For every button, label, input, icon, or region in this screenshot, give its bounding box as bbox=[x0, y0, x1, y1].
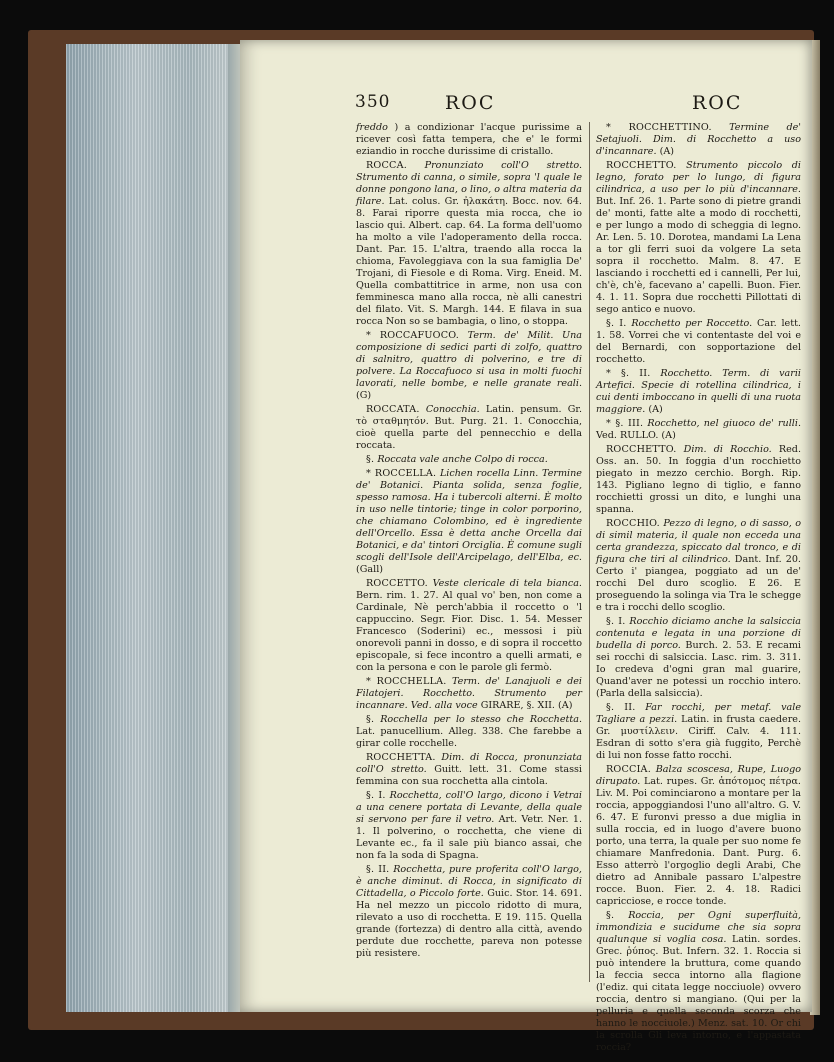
entry-definition: Pronunziato coll'O stretto. Strumento di canna, o simile, sopra 'l quale le donne pongono lana, o lino, o altra materia da filare. bbox=[356, 160, 582, 207]
entry-headword: §. bbox=[366, 714, 375, 725]
running-head-right: ROC bbox=[692, 92, 743, 114]
entry-headword: ROCCA. bbox=[366, 160, 407, 171]
dictionary-entry bbox=[596, 368, 801, 416]
entry-text: (A) bbox=[659, 146, 674, 157]
entry-text: Guitt. lett. 31. Come stassi femmina con sua rocchetta alla cintola. bbox=[356, 764, 583, 787]
entry-headword: §. II. bbox=[366, 864, 390, 875]
dictionary-entry bbox=[356, 330, 582, 402]
entry-definition: Rocchella per lo stesso che Rocchetta. bbox=[380, 714, 582, 725]
entry-definition: Rocchetto per Roccetto. bbox=[631, 318, 753, 329]
dictionary-entry bbox=[596, 616, 801, 700]
entry-text: Bern. rim. 1. 27. Al qual vo' ben, non come a Cardinale, Nè perch'abbia il roccetto o 'l cappuccino. Segr. Fior. Disc. 1. 54. Messer Francesco (Soderini) ec., messosi i più onorevoli panni in dosso, e di sopra il roccetto episcopale, si fece incontro a quelli armati, e con la persona e con le parole gli fermò. bbox=[356, 590, 582, 673]
entry-definition: Lichen rocella Linn. Termine de' Botanici. Pianta solida, senza foglie, spesso ramosa. Ha i tubercoli alterni. È molto in uso nelle tintorie; tinge in color porporino, che chiamano Colombino, ed è ingrediente dell'Orcello. Essa è detta anche Orcella dai Botanici, e da' tintori Orciglia. È comune sugli scogli dell'Isole dell'Arcipelago, dell'Elba, ec. bbox=[356, 468, 582, 563]
dictionary-entry bbox=[356, 790, 582, 862]
entry-headword: * ROCCAFUOCO. bbox=[366, 330, 460, 341]
entry-definition: Conocchia. bbox=[425, 404, 480, 415]
dictionary-entry bbox=[596, 910, 801, 1054]
dictionary-entry bbox=[356, 404, 582, 452]
entry-headword: ROCCETTO. bbox=[366, 578, 428, 589]
entry-headword: §. II. bbox=[606, 702, 636, 713]
entry-definition: Roccata vale anche Colpo di rocca. bbox=[377, 454, 548, 465]
entry-text: Burch. 2. 53. E recami sei rocchi di salsiccia. Lasc. rim. 3. 311. Io credeva d'ogni gran mal guarire, Quand'aver ne potessi un rocchio intero. (Parla della salsiccia). bbox=[596, 640, 801, 699]
entry-text: (Gall) bbox=[356, 564, 384, 575]
page-number: 350 bbox=[355, 92, 391, 112]
entry-headword: * §. III. bbox=[606, 418, 644, 429]
entry-text: But. Inf. 26. 1. Parte sono di pietre grandi de' monti, fatte alte a modo di rocchetti, e per lungo a modo di scheggia di legno. Ar. Len. 5. 10. Dorotea, mandami La Lena a tor gli ferri suoi da volgere La seta sopra il rocchetto. Malm. 8. 47. E lasciando i rocchetti ed i cannelli, Per lui, ch'è, ch'è, facevano a' capelli. Buon. Fier. 4. 1. 11. Sopra due rocchetti Pillottati di sego antico e nuovo. bbox=[596, 196, 801, 315]
dictionary-entry bbox=[356, 468, 582, 576]
entry-definition: Balza scoscesa, Rupe, Luogo dirupato. bbox=[596, 764, 801, 787]
entry-text: Red. Oss. an. 50. In foggia d'un rocchietto piegato in mezzo cerchio. Borgh. Rip. 143. Pigliano legno di tiglio, e fanno rocchietti grossi un dito, e lunghi una spanna. bbox=[596, 444, 801, 515]
left-column bbox=[356, 122, 582, 1002]
page-stack-edge bbox=[66, 44, 242, 1012]
entry-definition: Dim. di Rocchio. bbox=[683, 444, 772, 455]
entry-definition: Rocchetta, coll'O largo, dicono i Vetrai a una cenere portata di Levante, della quale si servono per fare il vetro. bbox=[356, 790, 582, 825]
entry-definition: Rocchio diciamo anche la salsiccia contenuta e legata in una porzione di budella di porco. bbox=[596, 616, 801, 651]
entry-headword: * §. II. bbox=[606, 368, 651, 379]
dictionary-entry bbox=[356, 122, 582, 158]
dictionary-entry bbox=[596, 444, 801, 516]
entry-text: Dant. Inf. 20. Certo i' piangea, poggiato ad un de' rocchi Del duro scoglio. E 26. E proseguendo la solinga via Tra le schegge e tra i rocchi dello scoglio. bbox=[596, 554, 801, 613]
dictionary-entry bbox=[356, 714, 582, 750]
entry-text: (G) bbox=[356, 390, 372, 401]
entry-text: Guic. Stor. 14. 691. Ha nel mezzo un piccolo ridotto di mura, rilevato a uso di rocchetta. E 19. 115. Quella grande (fortezza) di dentro alla città, avendo perdute due rocchette, pareva non potesse più resistere. bbox=[356, 888, 583, 959]
dictionary-entry bbox=[596, 418, 801, 442]
entry-headword: §. I. bbox=[606, 616, 626, 627]
entry-headword: * ROCCHETTINO. bbox=[606, 122, 712, 133]
entry-headword: §. bbox=[366, 454, 375, 465]
entry-headword: ROCCHIO. bbox=[606, 518, 660, 529]
dictionary-entry bbox=[596, 318, 801, 366]
entry-text: (A) bbox=[648, 404, 663, 415]
entry-headword: ROCCHETTA. bbox=[366, 752, 436, 763]
dictionary-entry bbox=[356, 454, 582, 466]
running-head-left: ROC bbox=[445, 92, 496, 114]
dictionary-entry bbox=[596, 160, 801, 316]
entry-text: Lat. panucellium. Alleg. 338. Che farebbe a girar colle rocchelle. bbox=[356, 726, 582, 749]
entry-definition: Rocchetto. Term. di varii Artefici. Specie di rotellina cilindrica, i cui denti imboccano in quelli di una ruota maggiore. bbox=[596, 368, 801, 415]
entry-headword: ROCCHETTO. bbox=[606, 444, 677, 455]
entry-headword: §. I. bbox=[606, 318, 627, 329]
column-divider bbox=[589, 122, 590, 982]
dictionary-entry bbox=[596, 702, 801, 762]
entry-definition: Rocchetta, pure proferita coll'O largo, è anche diminut. di Rocca, in significato di Cittadella, o Piccolo forte. bbox=[356, 864, 582, 899]
entry-definition: Rocchetto, nel giuoco de' rulli. bbox=[647, 418, 801, 429]
entry-text: Ved. RULLO. (A) bbox=[596, 430, 676, 441]
entry-text: Art. Vetr. Ner. 1. 1. Il polverino, o rocchetta, che viene di Levante ec., fa il sale più bianco assai, che non fa la soda di Spagna. bbox=[356, 814, 582, 861]
entry-text: Latin. pensum. Gr. τὸ σταθμητόν. But. Purg. 21. 1. Conocchia, cioè quella parte del pennecchio e della roccata. bbox=[356, 404, 582, 451]
entry-definition: Term. de' Lanajuoli e dei Filatojeri. Rocchetto. Strumento per incannare. Ved. alla voce bbox=[356, 676, 582, 711]
entry-headword: * ROCCELLA. bbox=[366, 468, 437, 479]
entry-text: Car. lett. 1. 58. Vorrei che vi contentaste del voi e del Bernardi, con sopportazione del rocchetto. bbox=[596, 318, 801, 365]
dictionary-page bbox=[240, 40, 812, 1053]
dictionary-entry bbox=[356, 160, 582, 328]
entry-headword: ROCCIA. bbox=[606, 764, 651, 775]
dictionary-entry bbox=[356, 578, 582, 674]
entry-text: ) a condizionar l'acque purissime a ricever così fatta tempera, che e' le formi eziandio in rocche durissime di cristallo. bbox=[356, 122, 582, 157]
right-column bbox=[596, 122, 802, 1053]
dictionary-entry bbox=[596, 518, 801, 614]
entry-text: Latin. sordes. Grec. ῥύπος. But. Infern. 32. 1. Roccia si può intendere la bruttura, come quando la feccia secca intorno alla flagione (l'ediz. qui citata legge nocciuole) ovvero roccia, dentro si mangiano. (Qui per la pelluria e quella seconda scorza che hanno le nocciuole.) Menz. sat. 10. Or chi la scrolla Gli leva intorno, e l'appastata roccia? bbox=[596, 934, 802, 1053]
entry-definition: Strumento piccolo di legno, forato per lo lungo, di figura cilindrica, a uso per lo più d'incannare. bbox=[596, 160, 801, 195]
entry-definition: freddo bbox=[356, 122, 388, 133]
entry-text: Latin. in frusta caedere. Gr. μυστίλλειν. Ciriff. Calv. 4. 111. Esdran di sotto s'era già fuggito, Perchè di lui non fosse fatto rocchi. bbox=[596, 714, 802, 761]
entry-definition: Pezzo di legno, o di sasso, o di simil materia, il quale non ecceda una certa grandezza, spiccato dal tronco, e di figura che tiri al cilindrico. bbox=[596, 518, 801, 565]
dictionary-entry bbox=[596, 764, 801, 908]
entry-definition: Dim. di Rocca, pronunziata coll'O stretto. bbox=[356, 752, 582, 775]
entry-definition: Termine de' Setajuoli. Dim. di Rocchetto a uso d'incannare. bbox=[596, 122, 801, 157]
entry-text: Lat. rupes. Gr. ἀπότομος πέτρα. Liv. M. Poi cominciarono a montare per la roccia, appoggiandosi l'uno all'altro. G. V. 6. 47. E furonvi presso a due miglia in sulla roccia, ed in luogo d'avere buono porto, una terra, la quale per suo nome fe chiamare Manfredonia. Dant. Purg. 6. Esso atterrò l'orgoglio degli Arabi, Che dietro ad Annibale passaro L'alpestre rocce. Buon. Fier. 2. 4. 18. Radici capricciose, e rocce tonde. bbox=[596, 776, 801, 907]
entry-headword: * ROCCHELLA. bbox=[366, 676, 447, 687]
entry-text: Lat. colus. Gr. ἠλακάτη. Bocc. nov. 64. 8. Farai riporre questa mia rocca, che io lascio qui. Albert. cap. 64. La forma dell'uomo ha molto a vile l'adoperamento della rocca. Dant. Par. 15. L'altra, traendo alla rocca la chioma, Favoleggiava con la sua famiglia De' Trojani, di Fiesole e di Roma. Virg. Eneid. M. Quella combattitrice in arme, non usa con femminesca mano alla rocca, nè alli canestri del filato. Vit. S. Margh. 144. E filava in sua rocca Non so se bambagia, o lino, o stoppa. bbox=[356, 196, 582, 327]
entry-headword: ROCCHETTO. bbox=[606, 160, 677, 171]
entry-definition: Veste clericale di tela bianca. bbox=[432, 578, 582, 589]
entry-definition: Roccia, per Ogni superfluità, immondizia e sucidume che sia sopra qualunque si voglia cosa. bbox=[596, 910, 801, 945]
dictionary-entry bbox=[356, 864, 582, 960]
entry-headword: §. I. bbox=[366, 790, 386, 801]
dictionary-entry bbox=[356, 676, 582, 712]
entry-headword: §. bbox=[606, 910, 615, 921]
dictionary-entry bbox=[356, 752, 582, 788]
entry-headword: ROCCATA. bbox=[366, 404, 420, 415]
entry-text: GIRARE, §. XII. (A) bbox=[480, 700, 573, 711]
entry-definition: Far rocchi, per metaf. vale Tagliare a pezzi. bbox=[596, 702, 802, 725]
entry-definition: Term. de' Milit. Una composizione di sedici parti di zolfo, quattro di salnitro, quattro di polverino, e tre di polvere. La Roccafuoco si usa in molti fuochi lavorati, nelle bombe, e nelle granate reali. bbox=[356, 330, 582, 389]
dictionary-entry bbox=[596, 122, 801, 158]
